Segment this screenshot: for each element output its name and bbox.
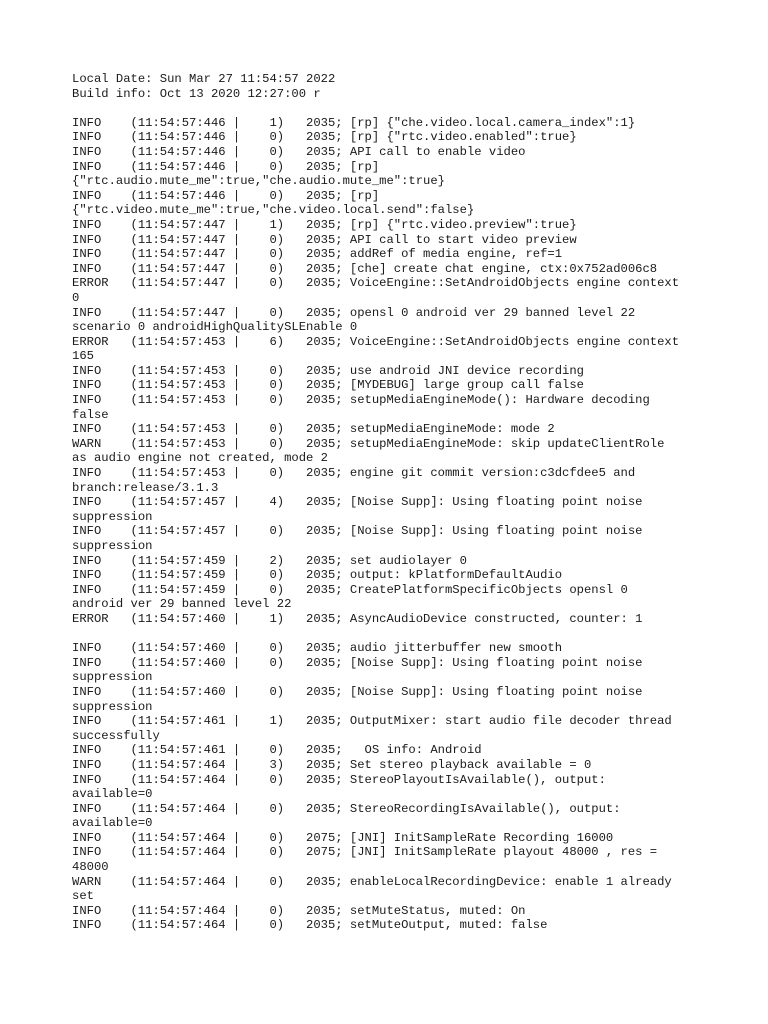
log-line: WARN (11:54:57:464 | 0) 2035; enableLocalRecordingDevice: enable 1 already [72, 874, 672, 889]
log-line: INFO (11:54:57:459 | 0) 2035; output: kPlatformDefaultAudio [72, 568, 563, 583]
log-line: ERROR (11:54:57:453 | 6) 2035; VoiceEngine::SetAndroidObjects engine context [72, 334, 680, 349]
log-line: INFO (11:54:57:453 | 0) 2035; use android JNI device recording [72, 363, 584, 378]
log-line: {"rtc.video.mute_me":true,"che.video.local.send":false} [72, 203, 475, 218]
log-line: INFO (11:54:57:459 | 2) 2035; set audiolayer 0 [72, 553, 467, 568]
log-line: INFO (11:54:57:447 | 0) 2035; [che] create chat engine, ctx:0x752ad006c8 [72, 261, 658, 276]
log-line: INFO (11:54:57:460 | 0) 2035; audio jitterbuffer new smooth [72, 641, 563, 656]
log-line: INFO (11:54:57:464 | 0) 2035; StereoRecordingIsAvailable(), output: [72, 801, 621, 816]
log-line: android ver 29 banned level 22 [72, 597, 292, 612]
log-line: INFO (11:54:57:464 | 0) 2035; setMuteOutput, muted: false [72, 918, 548, 933]
log-line [72, 101, 752, 116]
log-body [72, 101, 752, 933]
log-line: available=0 [72, 816, 153, 831]
log-document [72, 72, 752, 933]
log-line: INFO (11:54:57:461 | 0) 2035; OS info: Android [72, 743, 482, 758]
log-line: {"rtc.audio.mute_me":true,"che.audio.mute_me":true} [72, 174, 445, 189]
log-line: INFO (11:54:57:464 | 0) 2035; setMuteStatus, muted: On [72, 903, 526, 918]
log-line: INFO (11:54:57:446 | 0) 2035; [rp] [72, 159, 380, 174]
log-line: INFO (11:54:57:460 | 0) 2035; [Noise Supp]: Using floating point noise [72, 684, 643, 699]
log-line: INFO (11:54:57:464 | 0) 2035; StereoPlayoutIsAvailable(), output: [72, 772, 606, 787]
log-line: INFO (11:54:57:460 | 0) 2035; [Noise Supp]: Using floating point noise [72, 655, 643, 670]
log-line: 48000 [72, 860, 109, 875]
log-line: suppression [72, 539, 153, 553]
log-line: INFO (11:54:57:447 | 1) 2035; [rp] {"rtc.video.preview":true} [72, 217, 577, 232]
log-line: INFO (11:54:57:457 | 0) 2035; [Noise Supp]: Using floating point noise [72, 524, 643, 539]
log-line: branch:release/3.1.3 [72, 480, 219, 495]
log-line: WARN (11:54:57:453 | 0) 2035; setupMediaEngineMode: skip updateClientRole [72, 436, 665, 451]
log-line: suppression [72, 509, 153, 524]
log-line: 0 [72, 290, 80, 305]
log-line: successfully [72, 728, 160, 743]
log-line: INFO (11:54:57:446 | 0) 2035; API call to enable video [72, 144, 526, 159]
log-line: INFO (11:54:57:453 | 0) 2035; [MYDEBUG] large group call false [72, 378, 584, 393]
log-line: INFO (11:54:57:459 | 0) 2035; CreatePlatformSpecificObjects opensl 0 [72, 582, 628, 597]
log-line: 165 [72, 349, 94, 364]
log-line: scenario 0 androidHighQualitySLEnable 0 [72, 320, 358, 335]
log-line: INFO (11:54:57:447 | 0) 2035; API call to start video preview [72, 232, 577, 247]
log-line: INFO (11:54:57:464 | 0) 2075; [JNI] InitSampleRate playout 48000 , res = [72, 845, 658, 860]
log-line: set [72, 889, 94, 904]
log-line [72, 627, 752, 642]
log-line: INFO (11:54:57:461 | 1) 2035; OutputMixer: start audio file decoder thread [72, 714, 672, 729]
log-line: INFO (11:54:57:446 | 0) 2035; [rp] [72, 188, 380, 203]
log-line: false [72, 407, 109, 422]
log-line: INFO (11:54:57:457 | 4) 2035; [Noise Supp]: Using floating point noise [72, 495, 643, 510]
log-line: INFO (11:54:57:464 | 0) 2075; [JNI] InitSampleRate Recording 16000 [72, 830, 614, 845]
log-line: INFO (11:54:57:453 | 0) 2035; setupMediaEngineMode: mode 2 [72, 422, 555, 437]
log-line: ERROR (11:54:57:460 | 1) 2035; AsyncAudioDevice constructed, counter: 1 [72, 611, 643, 626]
log-line: INFO (11:54:57:447 | 0) 2035; opensl 0 android ver 29 banned level 22 [72, 305, 636, 320]
log-line: as audio engine not created, mode 2 [72, 451, 328, 466]
log-line: INFO (11:54:57:446 | 0) 2035; [rp] {"rtc.video.enabled":true} [72, 130, 577, 145]
log-line: INFO (11:54:57:446 | 1) 2035; [rp] {"che.video.local.camera_index":1} [72, 115, 636, 130]
local-date-line: Local Date: Sun Mar 27 11:54:57 2022 [72, 72, 336, 86]
log-line: INFO (11:54:57:453 | 0) 2035; setupMediaEngineMode(): Hardware decoding [72, 393, 650, 408]
log-line: INFO (11:54:57:447 | 0) 2035; addRef of media engine, ref=1 [72, 247, 563, 262]
log-line: ERROR (11:54:57:447 | 0) 2035; VoiceEngine::SetAndroidObjects engine context [72, 276, 680, 291]
log-line: INFO (11:54:57:464 | 3) 2035; Set stereo playback available = 0 [72, 757, 592, 772]
build-info-line: Build info: Oct 13 2020 12:27:00 r [72, 86, 321, 101]
log-line: suppression [72, 670, 153, 685]
log-line: available=0 [72, 787, 153, 802]
log-line: suppression [72, 699, 153, 714]
log-line: INFO (11:54:57:453 | 0) 2035; engine git commit version:c3dcfdee5 and [72, 466, 636, 481]
